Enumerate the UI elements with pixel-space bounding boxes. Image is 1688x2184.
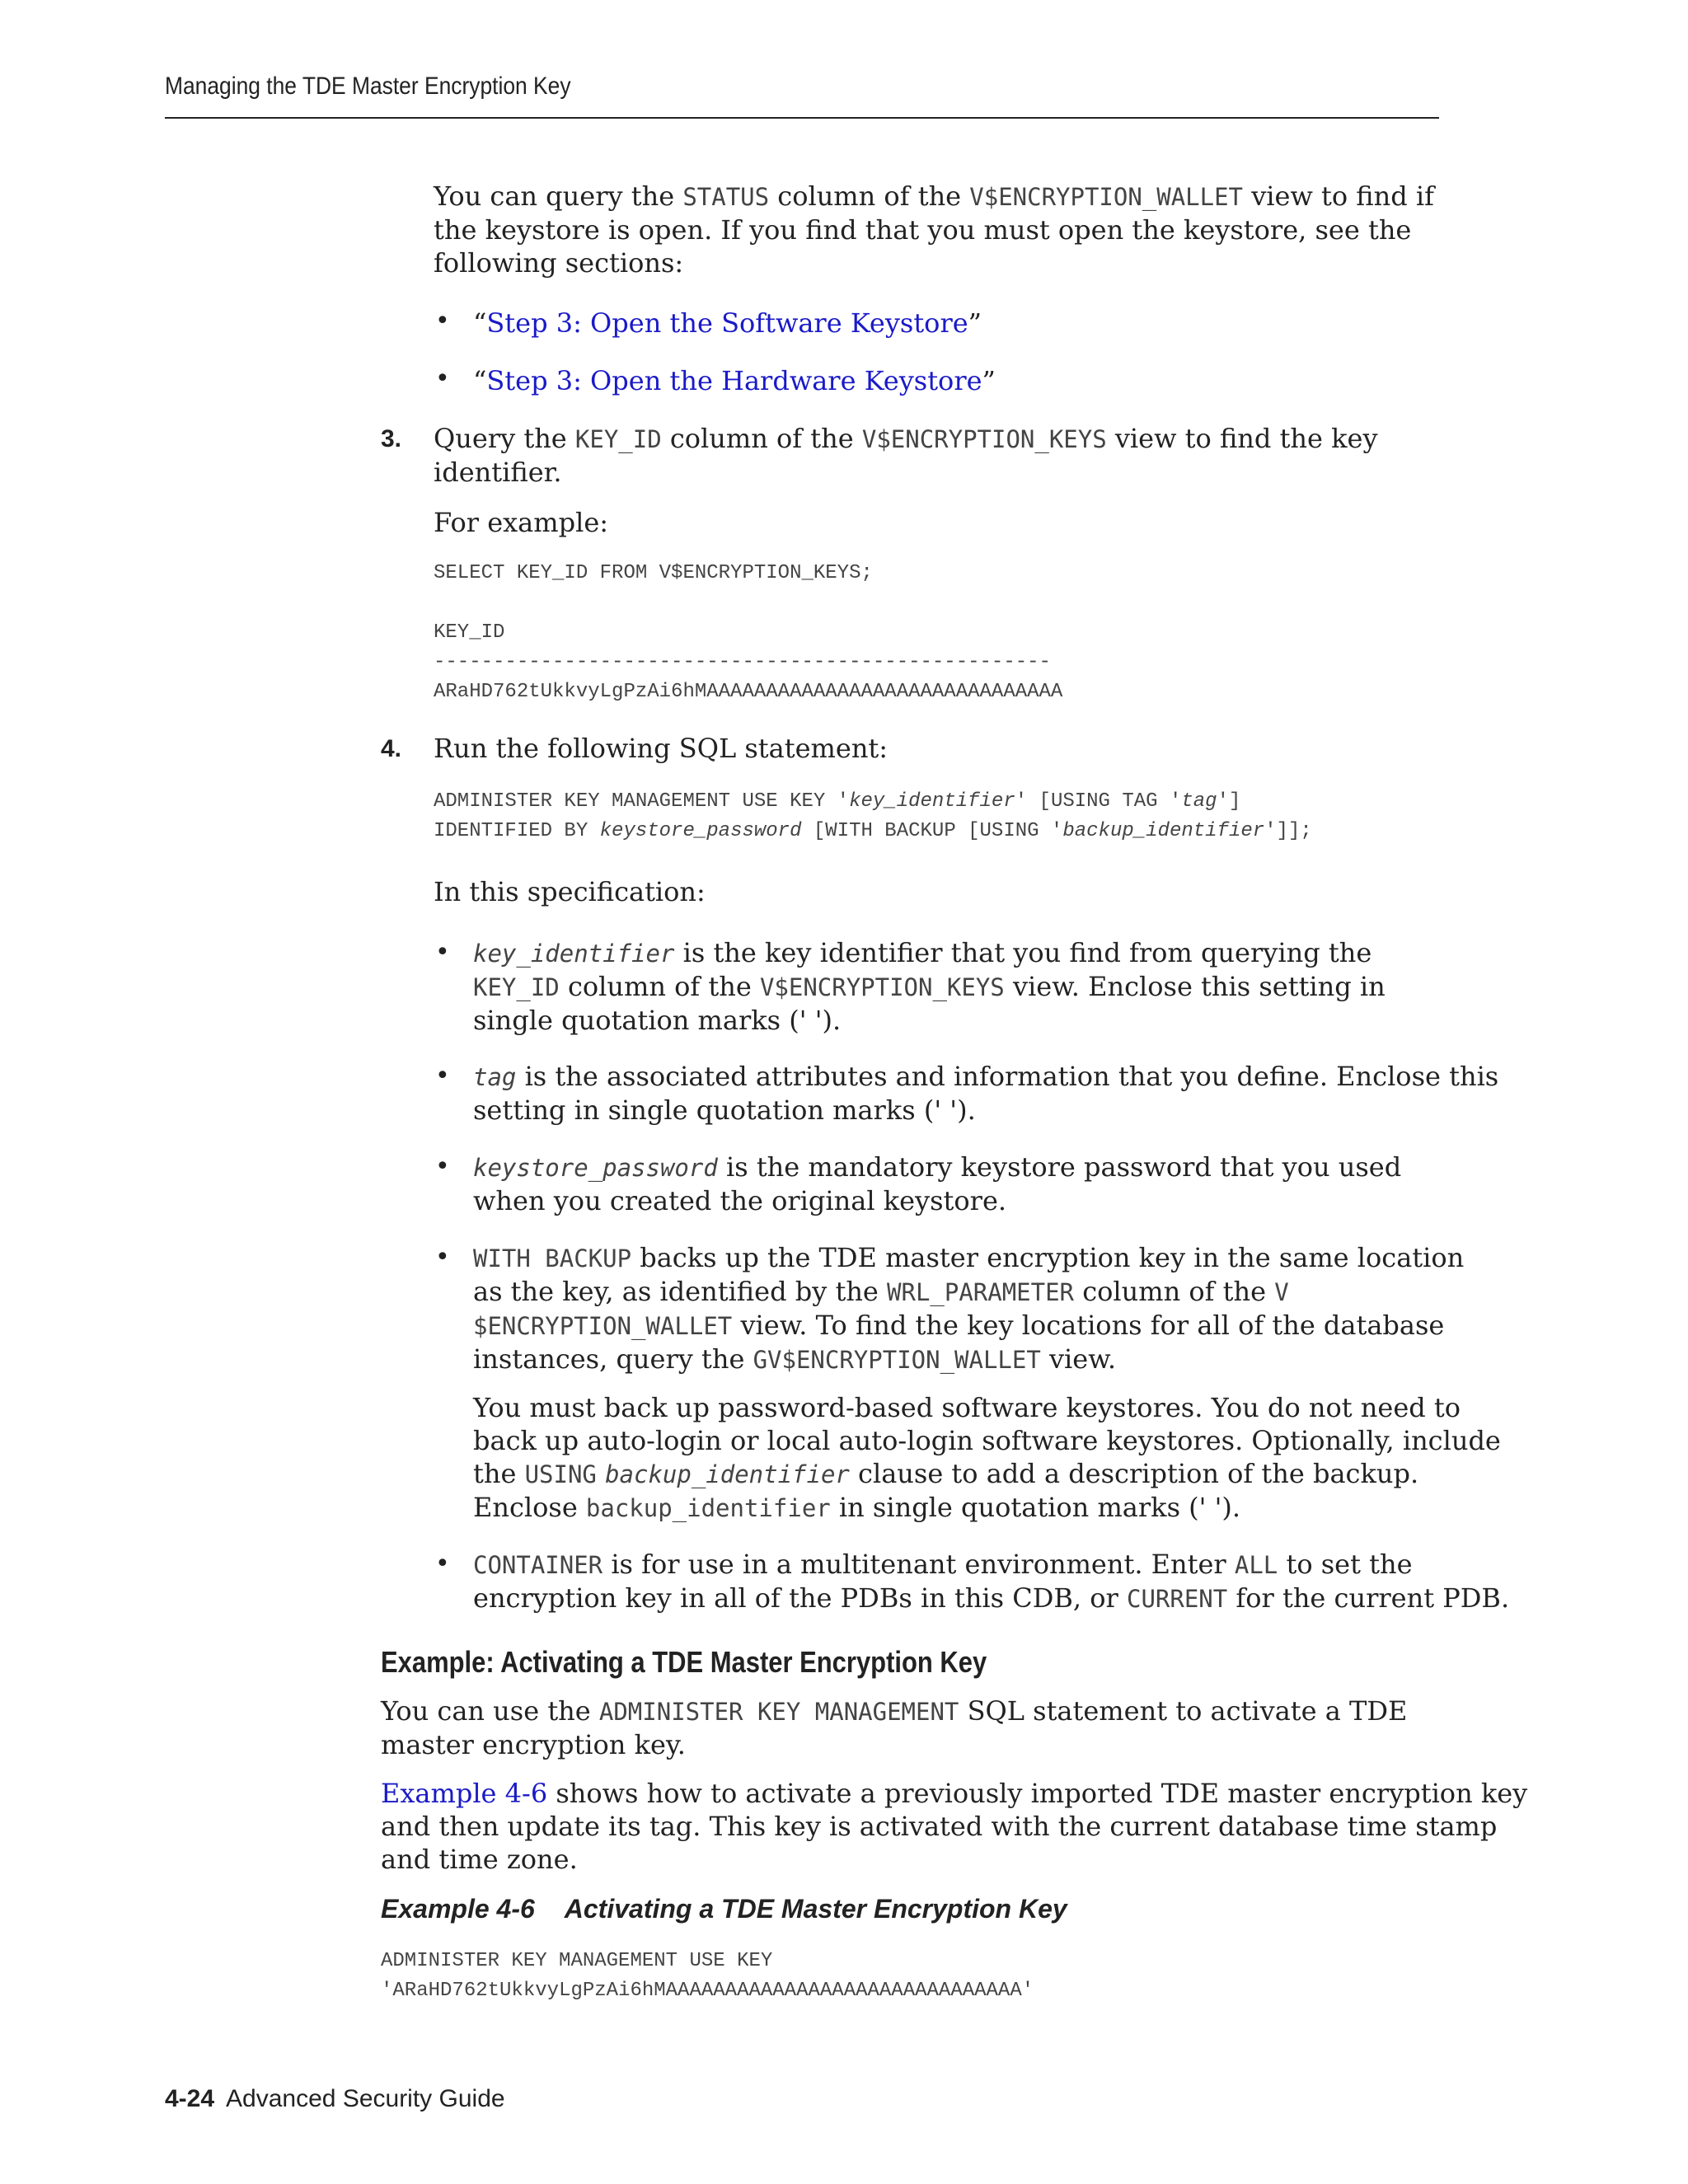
code-v-encryption-wallet: V$ENCRYPTION_WALLET bbox=[969, 183, 1244, 211]
page-number: 4-24 bbox=[165, 2085, 215, 2112]
bullet-icon: • bbox=[435, 938, 450, 967]
link-example-4-6[interactable]: Example 4-6 bbox=[381, 1778, 548, 1809]
bullet-icon: • bbox=[435, 1243, 450, 1272]
code-block-select-key-id: SELECT KEY_ID FROM V$ENCRYPTION_KEYS; KEY_ID ---------------------------------------------------- ARaHD762tUkkvyLgPzAi6hMAAAAAAAAAAAAAAAAAAAAAAAAAAAAAA bbox=[434, 562, 1063, 703]
code-block-example-4-6: ADMINISTER KEY MANAGEMENT USE KEY 'ARaHD762tUkkvyLgPzAi6hMAAAAAAAAAAAAAAAAAAAAAAAAAAAAAA' bbox=[381, 1950, 1034, 2002]
link-open-software-keystore[interactable]: Step 3: Open the Software Keystore bbox=[486, 307, 968, 339]
spec-item-with-backup: WITH BACKUP backs up the TDE master encryption key in the same location as the key, as identified by the WRL_PARAMETER column of the V $ENCRYPTION_WALLET view. To find the key locations for all of the database instances, query the GV$ENCRYPTION_WALLET view. bbox=[473, 1242, 1465, 1375]
bullet-icon: • bbox=[435, 1062, 450, 1090]
section-heading: Example: Activating a TDE Master Encryption Key bbox=[381, 1645, 987, 1679]
bullet-icon: • bbox=[435, 364, 450, 393]
code-status: STATUS bbox=[682, 183, 770, 211]
header-rule bbox=[165, 117, 1439, 119]
book-title: Advanced Security Guide bbox=[226, 2085, 505, 2112]
example-title: Activating a TDE Master Encryption Key bbox=[564, 1894, 1067, 1924]
for-example-label: For example: bbox=[434, 507, 609, 538]
example-caption bbox=[381, 1894, 1067, 1924]
in-this-specification: In this specification: bbox=[434, 876, 706, 907]
step-number-3: 3. bbox=[381, 425, 402, 452]
step-3-text: Query the KEY_ID column of the V$ENCRYPTION_KEYS view to find the key identifier. bbox=[434, 423, 1378, 488]
bullet-icon: • bbox=[435, 307, 450, 335]
page-footer bbox=[165, 2085, 505, 2113]
code-block-administer-key: ADMINISTER KEY MANAGEMENT USE KEY 'key_identifier' [USING TAG 'tag'] IDENTIFIED BY keystore_password [WITH BACKUP [USING 'backup_identifier']]; bbox=[434, 790, 1312, 842]
link-open-hardware-keystore[interactable]: Step 3: Open the Hardware Keystore bbox=[486, 365, 982, 396]
list-item-link-software: “Step 3: Open the Software Keystore” bbox=[473, 307, 982, 339]
spec-item-tag: tag is the associated attributes and information that you define. Enclose this setting in single quotation marks (' '). bbox=[473, 1061, 1499, 1126]
list-item-link-hardware: “Step 3: Open the Hardware Keystore” bbox=[473, 365, 996, 396]
spec-item-keystore-password: keystore_password is the mandatory keystore password that you used when you created the original keystore. bbox=[473, 1151, 1402, 1216]
example-intro-paragraph: You can use the ADMINISTER KEY MANAGEMENT SQL statement to activate a TDE master encryption key. bbox=[381, 1695, 1408, 1760]
example-label: Example 4-6 bbox=[381, 1894, 535, 1924]
spec-item-key-identifier: key_identifier is the key identifier that you find from querying the KEY_ID column of the V$ENCRYPTION_KEYS view. Enclose this setting in single quotation marks (' '). bbox=[473, 937, 1386, 1036]
page-header: Managing the TDE Master Encryption Key bbox=[165, 73, 571, 100]
bullet-icon: • bbox=[435, 1152, 450, 1181]
intro-paragraph: You can query the STATUS column of the V$ENCRYPTION_WALLET view to find if the keystore is open. If you find that you must open the keystore, see the following sections: bbox=[434, 180, 1434, 279]
step-4-text: Run the following SQL statement: bbox=[434, 733, 889, 764]
spec-item-container: CONTAINER is for use in a multitenant environment. Enter ALL to set the encryption key in all of the PDBs in this CDB, or CURRENT for the current PDB. bbox=[473, 1549, 1510, 1614]
with-backup-note: You must back up password-based software keystores. You do not need to back up auto-login or local auto-login software keystores. Optionally, include the USING backup_identifier clause to add a description of the backup. Enclose backup_identifier in single quotation marks (' '). bbox=[473, 1392, 1501, 1523]
example-description-paragraph: Example 4-6 shows how to activate a previously imported TDE master encryption key and then update its tag. This key is activated with the current database time stamp and time zone. bbox=[381, 1778, 1528, 1875]
step-number-4: 4. bbox=[381, 735, 402, 762]
bullet-icon: • bbox=[435, 1549, 450, 1578]
